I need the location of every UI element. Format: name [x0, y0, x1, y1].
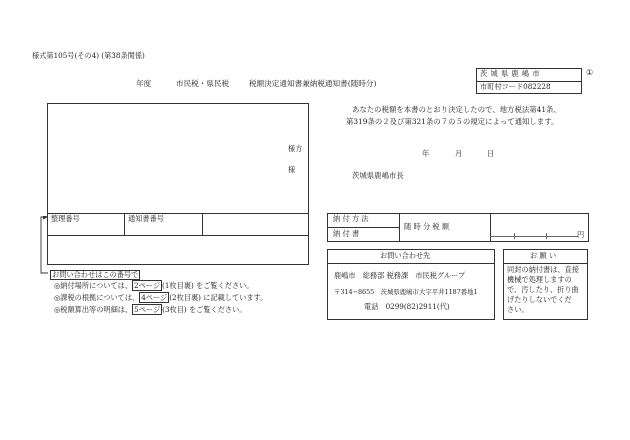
date-day: 日 — [487, 149, 495, 158]
reference-number-label: 整理番号 — [51, 214, 80, 223]
request-heading: お 願 い — [530, 251, 557, 260]
notice-number-label: 通知書番号 — [128, 214, 164, 223]
inquiry-tag: お問い合わせはこの番号で — [52, 270, 139, 279]
address-box — [47, 103, 309, 265]
date-month: 月 — [455, 149, 463, 158]
contact-department: 鹿嶋市 総務部 税務課 市民税グループ — [334, 271, 466, 280]
notice-text-line-1: あなたの税額を本書のとおり決定したので、地方税法第41条、 — [352, 105, 561, 114]
paid-by-label: 納 付 書 — [333, 229, 360, 238]
request-line-5: さい。 — [507, 305, 529, 314]
date-year: 年 — [422, 149, 430, 158]
occasional-tax-amount-label: 随 時 分 税 額 — [404, 222, 450, 231]
issuer: 茨城県鹿嶋市長 — [352, 171, 404, 180]
notice-title: 税額決定通知書兼納税通知書(随時分) — [249, 79, 377, 88]
contact-heading: お問い合わせ先 — [380, 251, 431, 260]
form-number: 様式第105号(その4) (第38条関係) — [32, 51, 145, 60]
request-line-3: で、汚したり、折り曲 — [507, 285, 579, 294]
note-payment-location: ◎納付場所については、 2ページ (1枚目裏) をご覧ください。 — [54, 281, 254, 290]
contact-address: 〒314−8655 茨城県鹿嶋市大字平井1187番地1 — [334, 288, 478, 296]
page-reference: 4ページ — [141, 293, 168, 302]
notice-text-line-2: 第319条の２及び第321条の７の５の規定によって通知します。 — [346, 117, 559, 126]
amount-unit: 円 — [577, 230, 585, 239]
request-line-2: 機械で処理しますの — [507, 275, 572, 284]
honorific-sama-kata: 様方 — [288, 144, 303, 153]
note-calculation-details: ◎税額算出等の明細は、 5ページ (3枚目) をご覧ください。 — [54, 305, 247, 314]
page-reference: 2ページ — [134, 281, 161, 290]
page-reference: 5ページ — [134, 305, 161, 314]
municipality-name: 茨 城 県 鹿 嶋 市 — [480, 69, 541, 78]
payment-method-label: 納 付 方 法 — [333, 214, 369, 223]
request-line-4: げたりしないでくだ — [507, 295, 572, 304]
seal-marker: ① — [586, 68, 594, 77]
note-tax-basis: ◎課税の根拠については、 4ページ (2枚目裏) に記載しています。 — [54, 293, 268, 302]
fiscal-year-label: 年度 — [136, 79, 152, 88]
request-line-1: 同封の納付書は、直接 — [507, 265, 579, 274]
arrow-icon — [32, 216, 52, 276]
municipality-code: 市町村コード082228 — [480, 82, 551, 91]
tax-type-label: 市民税・県民税 — [176, 79, 230, 88]
honorific-sama: 様 — [288, 165, 296, 174]
contact-phone: 電話 0299(82)2911(代) — [364, 302, 450, 311]
